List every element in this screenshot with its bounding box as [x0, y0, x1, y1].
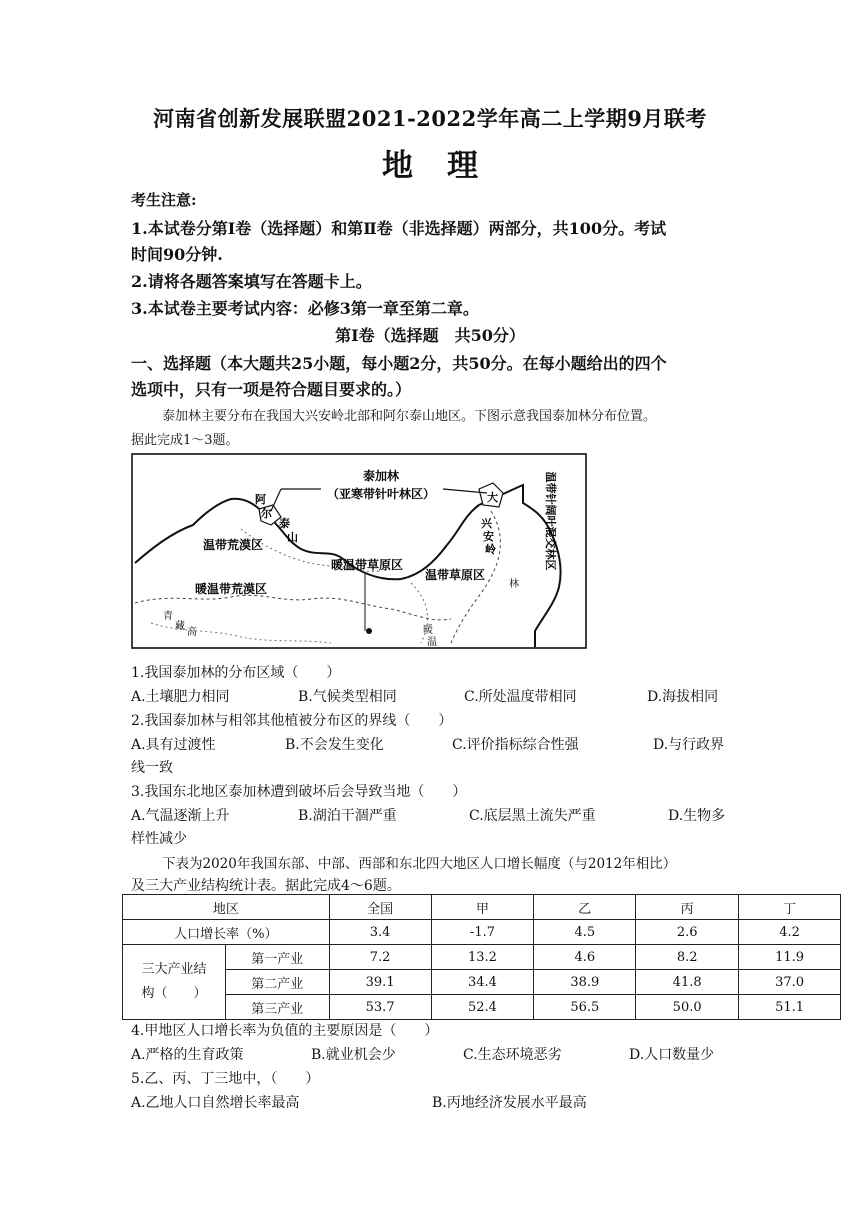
table-cell: -1.7	[431, 920, 534, 945]
label-warm-desert: 暖温带荒漠区	[195, 582, 268, 596]
notice-item-3: 3.本试卷主要考试内容：必修3第一章至第二章。	[131, 299, 479, 318]
structure-label	[123, 945, 226, 1020]
q3-option-a[interactable]: A.气温逐渐上升	[131, 808, 230, 824]
table-row	[123, 970, 841, 995]
subject-title: 地理	[382, 148, 512, 184]
label-nuan: 暖	[423, 625, 433, 636]
label-temperate-steppe: 温带草原区	[425, 568, 486, 582]
q4-option-a[interactable]: A.严格的生育政策	[131, 1047, 244, 1063]
label-a: 阿	[255, 493, 266, 506]
q2-option-c[interactable]: C.评价指标综合性强	[452, 737, 579, 753]
label-da: 大	[487, 491, 498, 504]
q1-option-c[interactable]: C.所处温度带相同	[464, 689, 577, 705]
table-cell: 38.9	[534, 970, 636, 995]
structure-label-line1: 三大产业结	[141, 962, 207, 977]
table-cell: 50.0	[636, 995, 739, 1020]
label-lin: 林	[509, 579, 519, 590]
label-shan: 山	[287, 531, 298, 544]
table-cell: 39.1	[329, 970, 431, 995]
q1-option-a[interactable]: A.土壤肥力相同	[131, 689, 230, 705]
q2-option-a[interactable]: A.具有过渡性	[131, 737, 216, 753]
label-zang: 藏	[175, 621, 185, 632]
passage-2-cont: 及三大产业结构统计表。据此完成4～6题。	[131, 878, 401, 894]
table-cell: 41.8	[636, 970, 739, 995]
q3-option-c[interactable]: C.底层黑土流失严重	[469, 808, 596, 824]
table-cell: 4.2	[739, 920, 841, 945]
label-er: 尔	[261, 507, 272, 520]
table-cell: 51.1	[739, 995, 841, 1020]
table-row	[123, 945, 841, 970]
population-industry-table	[122, 894, 841, 1020]
header-region: 地区	[123, 895, 330, 920]
callout-subtitle: （亚寒带针叶林区）	[326, 487, 436, 501]
table-cell: 56.5	[534, 995, 636, 1020]
q5-option-b[interactable]: B.丙地经济发展水平最高	[432, 1095, 587, 1111]
notice-heading: 考生注意:	[131, 191, 197, 209]
question-4-stem: 4.甲地区人口增长率为负值的主要原因是（ ）	[131, 1023, 439, 1039]
label-ling: 岭	[485, 543, 496, 556]
label-tai: 泰	[279, 517, 290, 530]
exam-title: 河南省创新发展联盟2021-2022学年高二上学期9月联考	[153, 106, 707, 131]
header-col: 全国	[329, 895, 431, 920]
question-2-stem: 2.我国泰加林与相邻其他植被分布区的界线（ ）	[131, 713, 453, 729]
label-warm-steppe: 暖温带草原区	[331, 558, 404, 572]
label-wen: 温	[427, 637, 437, 648]
label-qing: 青	[163, 611, 173, 622]
table-cell: 34.4	[431, 970, 534, 995]
notice-item-2: 2.请将各题答案填写在答题卡上。	[131, 272, 372, 291]
table-cell: 37.0	[739, 970, 841, 995]
callout-title: 泰加林	[362, 469, 400, 483]
table-cell: 3.4	[329, 920, 431, 945]
row-label: 第三产业	[225, 995, 329, 1020]
row-label: 人口增长率（%）	[123, 920, 330, 945]
q2-option-b[interactable]: B.不会发生变化	[285, 737, 384, 753]
q1-option-d[interactable]: D.海拔相同	[647, 689, 719, 705]
q3-option-d[interactable]: D.生物多	[668, 808, 726, 824]
section-instruction: 一、选择题（本大题共25小题，每小题2分，共50分。在每小题给出的四个	[131, 354, 667, 373]
table-cell: 4.6	[534, 945, 636, 970]
q4-option-b[interactable]: B.就业机会少	[311, 1047, 396, 1063]
q4-option-c[interactable]: C.生态环境恶劣	[463, 1047, 562, 1063]
notice-item-1: 1.本试卷分第Ⅰ卷（选择题）和第Ⅱ卷（非选择题）两部分，共100分。考试	[131, 219, 667, 238]
table-cell: 52.4	[431, 995, 534, 1020]
q1-option-b[interactable]: B.气候类型相同	[298, 689, 397, 705]
passage-1: 泰加林主要分布在我国大兴安岭北部和阿尔泰山地区。下图示意我国泰加林分布位置。	[162, 409, 657, 424]
table-header-row	[123, 895, 841, 920]
q3-option-d-cont: 样性减少	[131, 831, 187, 847]
label-mixed-forest: 温带针阔叶混交林区	[544, 471, 557, 571]
city-marker	[366, 628, 372, 634]
part-title: 第Ⅰ卷（选择题 共50分）	[335, 326, 525, 345]
q2-option-d-cont: 线一致	[131, 760, 173, 776]
label-gao: 高	[187, 627, 197, 638]
table-cell: 53.7	[329, 995, 431, 1020]
table-row	[123, 920, 841, 945]
question-1-stem: 1.我国泰加林的分布区域（ ）	[131, 665, 341, 681]
table-cell: 4.5	[534, 920, 636, 945]
label-an: 安	[483, 530, 494, 543]
table-cell: 11.9	[739, 945, 841, 970]
row-label: 第二产业	[225, 970, 329, 995]
label-temperate-desert: 温带荒漠区	[203, 538, 264, 552]
question-3-stem: 3.我国东北地区泰加林遭到破坏后会导致当地（ ）	[131, 784, 467, 800]
q3-option-b[interactable]: B.湖泊干涸严重	[298, 808, 397, 824]
passage-1-cont: 据此完成1～3题。	[131, 433, 239, 448]
table-cell: 8.2	[636, 945, 739, 970]
label-xing: 兴	[481, 517, 492, 530]
taiga-distribution-map	[131, 453, 587, 649]
table-cell: 13.2	[431, 945, 534, 970]
row-label: 第一产业	[225, 945, 329, 970]
header-col: 甲	[431, 895, 534, 920]
header-col: 乙	[534, 895, 636, 920]
table-row	[123, 995, 841, 1020]
header-col: 丙	[636, 895, 739, 920]
q4-option-d[interactable]: D.人口数量少	[629, 1047, 715, 1063]
passage-2: 下表为2020年我国东部、中部、西部和东北四大地区人口增长幅度（与2012年相比）	[162, 856, 677, 872]
q5-option-a[interactable]: A.乙地人口自然增长率最高	[131, 1095, 300, 1111]
table-cell: 2.6	[636, 920, 739, 945]
header-col: 丁	[739, 895, 841, 920]
notice-item-1-cont: 时间90分钟.	[131, 245, 223, 264]
question-5-stem: 5.乙、丙、丁三地中，（ ）	[131, 1071, 320, 1087]
table-cell: 7.2	[329, 945, 431, 970]
section-instruction-cont: 选项中，只有一项是符合题目要求的。）	[131, 380, 412, 399]
map-frame	[132, 454, 586, 648]
structure-label-line2: 构（ ）	[141, 986, 207, 1001]
q2-option-d[interactable]: D.与行政界	[653, 737, 725, 753]
